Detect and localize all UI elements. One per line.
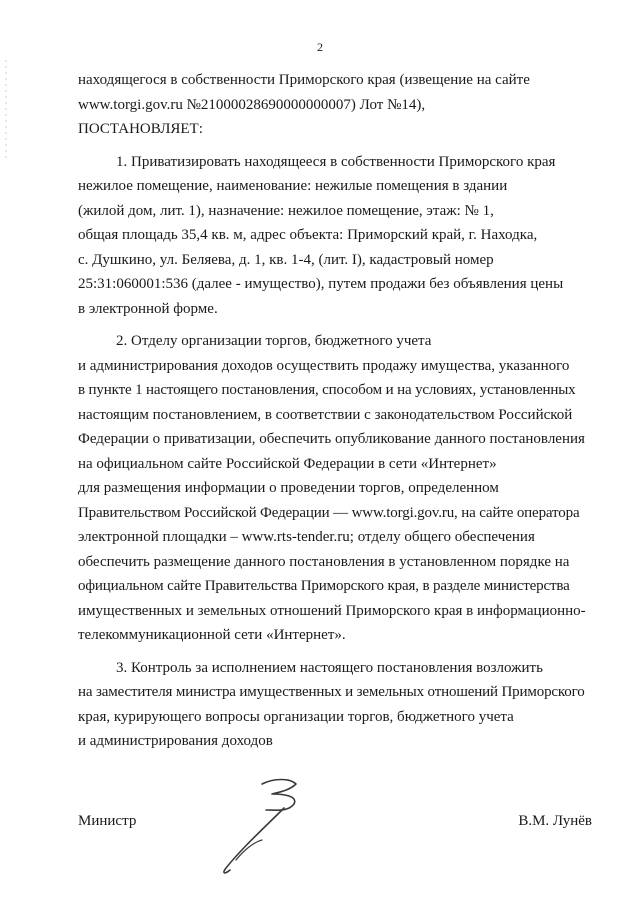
paragraph-line: электронной площадки – www.rts-tender.ru; отделу общего обеспечения: [78, 529, 535, 545]
paragraph-line: в пункте 1 настоящего постановления, способом и на условиях, установленных: [78, 382, 576, 398]
scan-edge-mark: [5, 60, 7, 160]
paragraph-line: телекоммуникационной сети «Интернет».: [78, 627, 346, 643]
paragraph-line: и администрирования доходов: [78, 733, 273, 749]
paragraph-line: настоящим постановлением, в соответствии с законодательством Российской: [78, 406, 573, 423]
paragraph-line: 3. Контроль за исполнением настоящего постановления возложить: [116, 659, 543, 676]
paragraph-line: Правительством Российской Федерации — www.torgi.gov.ru, на сайте оператора: [78, 504, 580, 521]
paragraph-line: на заместителя министра имущественных и земельных отношений Приморского: [78, 684, 585, 700]
spacer: [78, 321, 600, 329]
paragraph-line: в электронной форме.: [78, 300, 218, 317]
document-body: [78, 68, 600, 754]
page-number: 2: [317, 40, 323, 54]
paragraph-line: и администрирования доходов осуществить продажу имущества, указанного: [78, 357, 570, 374]
signatory-title: Министр: [78, 813, 137, 829]
spacer: [78, 648, 600, 656]
resolves-heading: ПОСТАНОВЛЯЕТ:: [78, 121, 203, 137]
paragraph-line: нежилое помещение, наименование: нежилые помещения в здании: [78, 178, 508, 194]
paragraph-line: 1. Приватизировать находящееся в собственности Приморского края: [116, 153, 556, 170]
intro-line: находящегося в собственности Приморского края (извещение на сайте: [78, 72, 530, 88]
paragraph-line: официальном сайте Правительства Приморского края, в разделе министерства: [78, 578, 570, 594]
paragraph-line: для размещения информации о проведении торгов, определенном: [78, 480, 499, 496]
paragraph-line: обеспечить размещение данного постановления в установленном порядке на: [78, 553, 570, 570]
signatory-name: В.М. Лунёв: [518, 813, 592, 829]
handwritten-signature: [200, 770, 330, 880]
paragraph-line: Федерации о приватизации, обеспечить опубликование данного постановления: [78, 431, 585, 447]
paragraph-line: (жилой дом, лит. 1), назначение: нежилое помещение, этаж: № 1,: [78, 202, 494, 219]
paragraph-line: с. Душкино, ул. Беляева, д. 1, кв. 1-4, (лит. I), кадастровый номер: [78, 251, 494, 268]
paragraph-line: края, курирующего вопросы организации торгов, бюджетного учета: [78, 708, 514, 725]
paragraph-line: имущественных и земельных отношений Приморского края в информационно-: [78, 602, 586, 619]
paragraph-line: 25:31:060001:536 (далее - имущество), путем продажи без объявления цены: [78, 276, 564, 292]
paragraph-line: на официальном сайте Российской Федерации в сети «Интернет»: [78, 455, 497, 472]
intro-line: www.torgi.gov.ru №21000028690000000007) Лот №14),: [78, 96, 426, 113]
spacer: [78, 142, 600, 150]
paragraph-line: общая площадь 35,4 кв. м, адрес объекта: Приморский край, г. Находка,: [78, 227, 538, 243]
paragraph-line: 2. Отделу организации торгов, бюджетного учета: [116, 333, 432, 349]
